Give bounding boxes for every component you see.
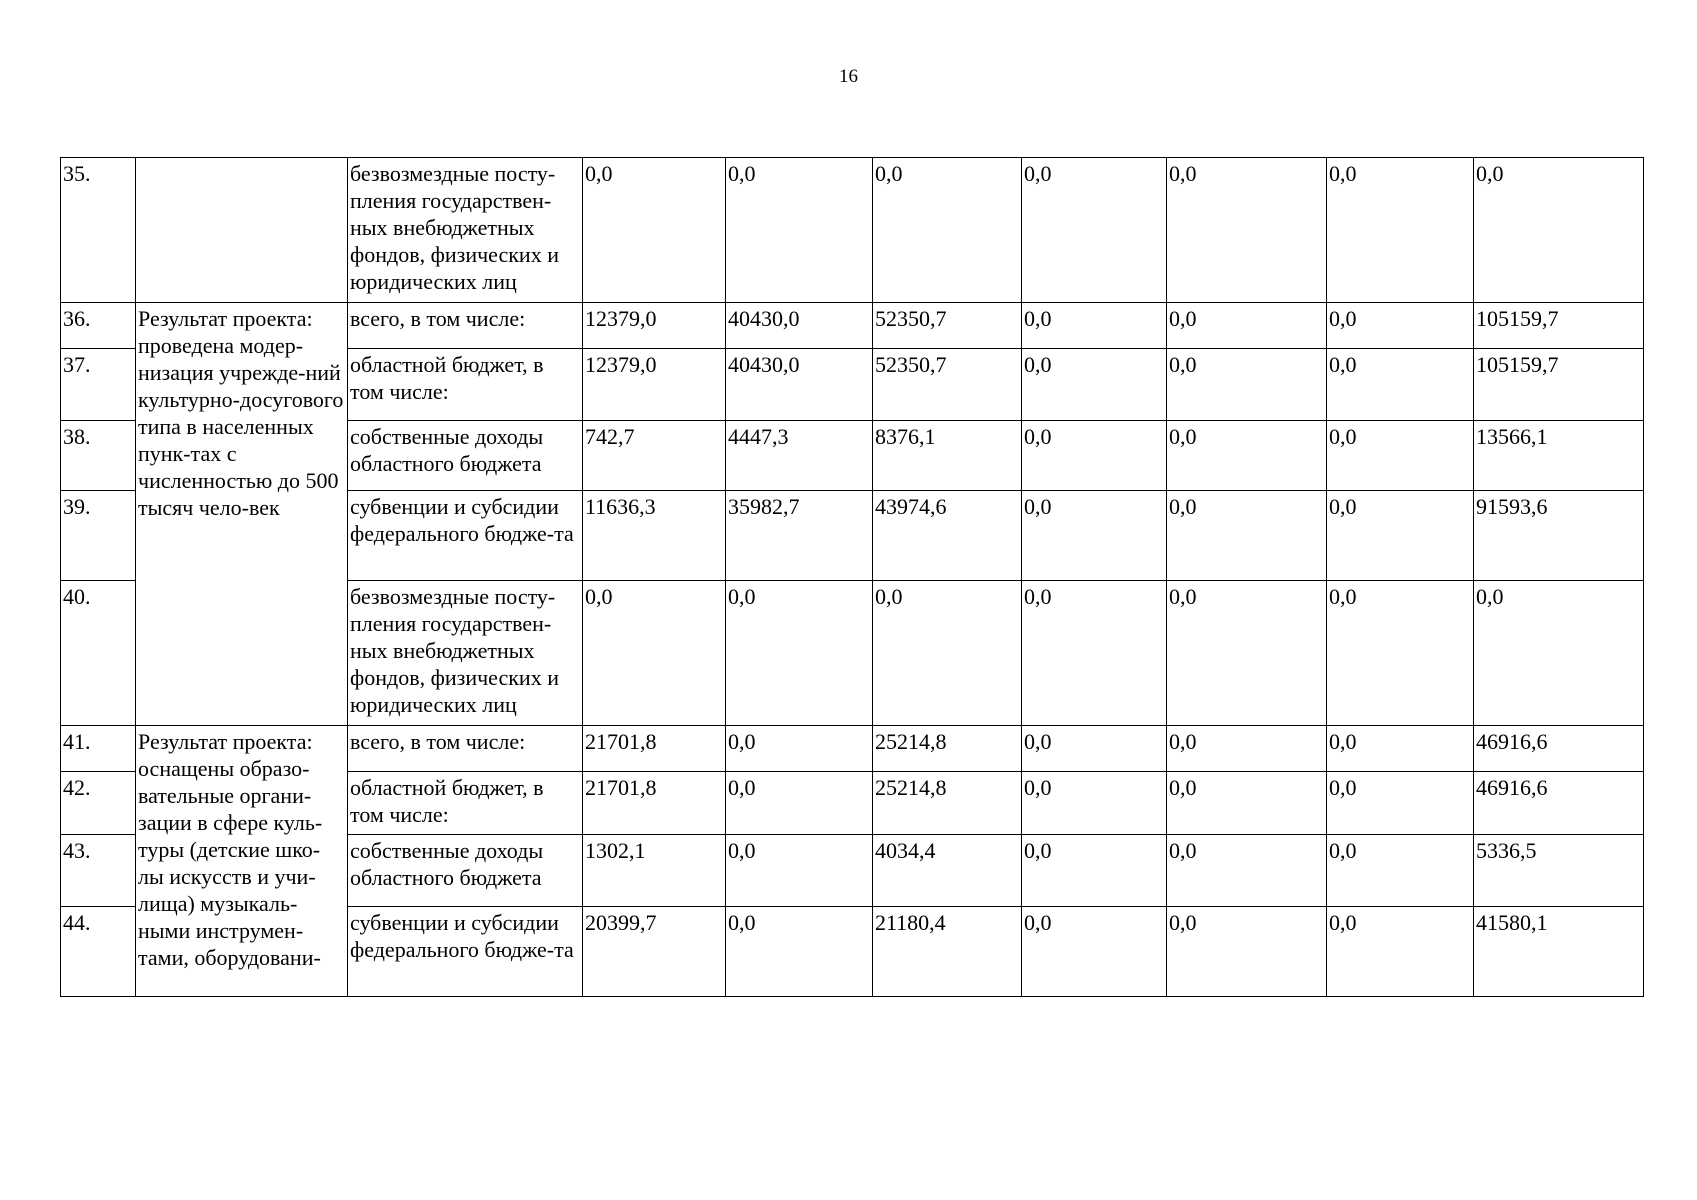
total-cell: 46916,6 [1474,726,1644,772]
page-number: 16 [839,66,858,87]
value-cell: 20399,7 [583,907,726,997]
row-number-cell: 43. [61,835,136,907]
value-cell: 0,0 [1022,349,1167,421]
value-cell: 1302,1 [583,835,726,907]
value-cell: 0,0 [1327,726,1474,772]
value-cell: 40430,0 [726,303,873,349]
value-cell: 25214,8 [873,726,1022,772]
value-cell: 0,0 [1327,907,1474,997]
funding-source-cell: собственные доходы областного бюджета [348,835,583,907]
row-number-cell: 35. [61,158,136,303]
total-cell: 46916,6 [1474,772,1644,835]
value-cell: 8376,1 [873,421,1022,491]
table-row [61,158,1644,303]
value-cell: 0,0 [726,907,873,997]
total-cell: 105159,7 [1474,303,1644,349]
total-cell: 0,0 [1474,158,1644,303]
value-cell: 0,0 [726,835,873,907]
funding-source-cell: областной бюджет, в том числе: [348,349,583,421]
value-cell: 21701,8 [583,772,726,835]
row-number-cell: 36. [61,303,136,349]
row-number-cell: 39. [61,491,136,581]
total-cell: 5336,5 [1474,835,1644,907]
table-row [61,303,1644,349]
value-cell: 12379,0 [583,303,726,349]
value-cell: 0,0 [1022,772,1167,835]
funding-source-cell: собственные доходы областного бюджета [348,421,583,491]
value-cell: 0,0 [1327,349,1474,421]
total-cell: 0,0 [1474,581,1644,726]
value-cell: 0,0 [726,158,873,303]
value-cell: 0,0 [1327,772,1474,835]
funding-source-cell: областной бюджет, в том числе: [348,772,583,835]
value-cell: 0,0 [1327,421,1474,491]
row-number-cell: 42. [61,772,136,835]
value-cell: 0,0 [1327,581,1474,726]
value-cell: 0,0 [1022,907,1167,997]
value-cell: 0,0 [1167,772,1327,835]
value-cell: 0,0 [873,158,1022,303]
value-cell: 25214,8 [873,772,1022,835]
row-number-cell: 41. [61,726,136,772]
value-cell: 0,0 [583,158,726,303]
result-description-cell: Результат проекта: проведена модер-низация учрежде-ний культурно-досугового типа в населенных пунк-тах с численностью до 500 тысяч чело-век [136,303,348,726]
value-cell: 0,0 [726,581,873,726]
funding-source-cell: безвозмездные посту-пления государствен-ных внебюджетных фондов, физических и юридических лиц [348,158,583,303]
row-number-cell: 44. [61,907,136,997]
total-cell: 91593,6 [1474,491,1644,581]
funding-source-cell: безвозмездные посту-пления государствен-ных внебюджетных фондов, физических и юридических лиц [348,581,583,726]
row-number-cell: 38. [61,421,136,491]
funding-source-cell: всего, в том числе: [348,726,583,772]
value-cell: 52350,7 [873,303,1022,349]
value-cell: 0,0 [1167,303,1327,349]
value-cell: 0,0 [1022,581,1167,726]
total-cell: 41580,1 [1474,907,1644,997]
value-cell: 43974,6 [873,491,1022,581]
value-cell: 0,0 [583,581,726,726]
row-number-cell: 40. [61,581,136,726]
value-cell: 0,0 [1327,158,1474,303]
value-cell: 0,0 [726,726,873,772]
value-cell: 11636,3 [583,491,726,581]
value-cell: 52350,7 [873,349,1022,421]
row-number-cell: 37. [61,349,136,421]
value-cell: 35982,7 [726,491,873,581]
budget-table [60,157,1644,997]
table-row [61,726,1644,772]
value-cell: 0,0 [1327,491,1474,581]
value-cell: 0,0 [1022,303,1167,349]
funding-source-cell: субвенции и субсидии федерального бюдже-та [348,907,583,997]
value-cell: 21701,8 [583,726,726,772]
value-cell: 0,0 [1167,581,1327,726]
result-description-cell: Результат проекта: оснащены образо-вательные органи-зации в сфере куль-туры (детские шко-лы искусств и учи-лища) музыкаль-ными инструмен-тами, оборудовани- [136,726,348,997]
value-cell: 0,0 [1167,158,1327,303]
value-cell: 0,0 [1022,158,1167,303]
value-cell: 0,0 [1167,491,1327,581]
value-cell: 742,7 [583,421,726,491]
value-cell: 0,0 [1167,726,1327,772]
value-cell: 0,0 [726,772,873,835]
value-cell: 4447,3 [726,421,873,491]
budget-table-body [61,158,1644,997]
value-cell: 0,0 [1167,421,1327,491]
value-cell: 0,0 [873,581,1022,726]
value-cell: 0,0 [1327,303,1474,349]
value-cell: 0,0 [1022,835,1167,907]
value-cell: 40430,0 [726,349,873,421]
value-cell: 0,0 [1022,421,1167,491]
value-cell: 0,0 [1167,349,1327,421]
funding-source-cell: субвенции и субсидии федерального бюдже-та [348,491,583,581]
value-cell: 0,0 [1167,907,1327,997]
value-cell: 0,0 [1167,835,1327,907]
value-cell: 21180,4 [873,907,1022,997]
total-cell: 13566,1 [1474,421,1644,491]
value-cell: 4034,4 [873,835,1022,907]
value-cell: 0,0 [1022,726,1167,772]
value-cell: 0,0 [1022,491,1167,581]
result-description-cell [136,158,348,303]
funding-source-cell: всего, в том числе: [348,303,583,349]
value-cell: 12379,0 [583,349,726,421]
total-cell: 105159,7 [1474,349,1644,421]
value-cell: 0,0 [1327,835,1474,907]
